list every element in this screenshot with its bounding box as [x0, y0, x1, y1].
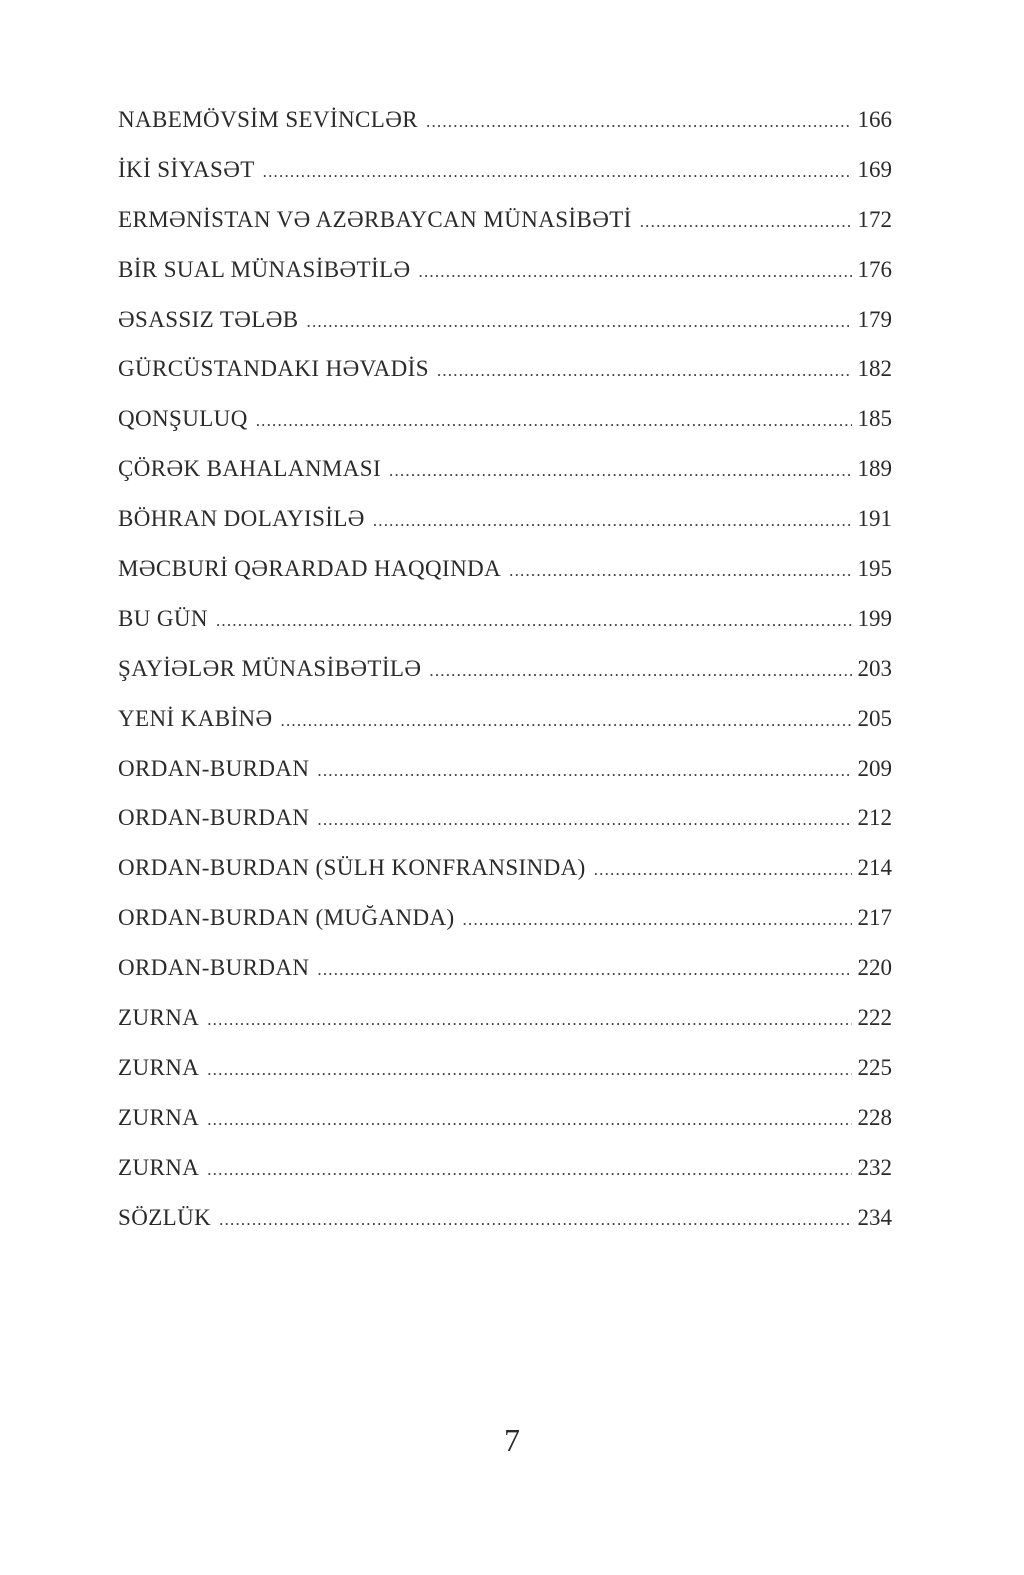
toc-entry-title: YENİ KABİNƏ: [118, 705, 273, 731]
toc-entry: [118, 157, 892, 207]
toc-entry-title: BU GÜN: [118, 605, 208, 631]
dot-leader: [219, 1210, 851, 1230]
toc-entry-page: 169: [857, 156, 892, 182]
toc-entry-page: 172: [857, 206, 892, 232]
dot-leader: [207, 1160, 851, 1180]
toc-entry-page: 225: [857, 1054, 892, 1080]
toc-entry-title: MƏCBURİ QƏRARDAD HAQQINDA: [118, 556, 502, 582]
toc-entry: [118, 606, 892, 656]
toc-entry: [118, 955, 892, 1005]
toc-entry-title: ZURNA: [118, 1154, 200, 1180]
toc-entry: [118, 1055, 892, 1105]
toc-entry-title: ORDAN-BURDAN: [118, 805, 310, 831]
toc-entry-page: 220: [857, 955, 892, 981]
table-of-contents: [118, 107, 892, 1254]
toc-entry-page: 212: [857, 805, 892, 831]
toc-entry: [118, 656, 892, 706]
dot-leader: [419, 262, 852, 282]
toc-entry: [118, 506, 892, 556]
toc-entry-title: ERMƏNİSTAN VƏ AZƏRBAYCAN MÜNASİBƏTİ: [118, 206, 632, 232]
dot-leader: [317, 810, 851, 830]
dot-leader: [207, 1110, 851, 1130]
toc-entry: [118, 356, 892, 406]
toc-entry: [118, 556, 892, 606]
toc-entry-title: ZURNA: [118, 1005, 200, 1031]
dot-leader: [317, 761, 851, 781]
dot-leader: [207, 1010, 851, 1030]
toc-entry-title: ŞAYİƏLƏR MÜNASİBƏTİLƏ: [118, 655, 422, 681]
toc-entry-title: ZURNA: [118, 1104, 200, 1130]
toc-entry-title: ORDAN-BURDAN (MUĞANDA): [118, 905, 455, 931]
toc-entry-title: ÇÖRƏK BAHALANMASI: [118, 456, 382, 482]
toc-entry-page: 185: [857, 406, 892, 432]
toc-entry: [118, 207, 892, 257]
dot-leader: [426, 112, 852, 132]
toc-entry-title: ORDAN-BURDAN: [118, 755, 310, 781]
dot-leader: [256, 411, 852, 431]
toc-entry-page: 166: [857, 107, 892, 132]
toc-entry: [118, 805, 892, 855]
toc-entry: [118, 1155, 892, 1205]
toc-entry-title: ORDAN-BURDAN (SÜLH KONFRANSINDA): [118, 855, 586, 881]
toc-entry-page: 176: [857, 256, 892, 282]
toc-entry: [118, 107, 892, 157]
toc-entry: [118, 905, 892, 955]
toc-entry-title: SÖZLÜK: [118, 1204, 212, 1230]
toc-entry: [118, 406, 892, 456]
toc-entry-page: 232: [857, 1154, 892, 1180]
toc-entry-page: 222: [857, 1005, 892, 1031]
toc-entry-page: 182: [857, 356, 892, 382]
toc-entry: [118, 1205, 892, 1255]
dot-leader: [640, 212, 852, 232]
dot-leader: [373, 511, 852, 531]
toc-entry: [118, 456, 892, 506]
dot-leader: [216, 611, 852, 631]
dot-leader: [389, 461, 851, 481]
dot-leader: [263, 162, 852, 182]
toc-entry: [118, 1105, 892, 1155]
dot-leader: [307, 312, 852, 332]
toc-entry: [118, 706, 892, 756]
toc-entry-title: ZURNA: [118, 1054, 200, 1080]
toc-entry-title: QONŞULUQ: [118, 406, 248, 432]
toc-entry-page: 234: [857, 1204, 892, 1230]
dot-leader: [281, 711, 852, 731]
dot-leader: [463, 910, 852, 930]
toc-entry-title: BÖHRAN DOLAYISİLƏ: [118, 506, 365, 532]
toc-entry-page: 209: [857, 755, 892, 781]
dot-leader: [437, 361, 852, 381]
toc-entry: [118, 307, 892, 357]
toc-entry-title: BİR SUAL MÜNASİBƏTİLƏ: [118, 256, 411, 282]
dot-leader: [509, 561, 851, 581]
toc-entry-page: 179: [857, 306, 892, 332]
toc-entry: [118, 1005, 892, 1055]
toc-entry-page: 189: [857, 456, 892, 482]
toc-entry-page: 203: [857, 655, 892, 681]
toc-entry-page: 228: [857, 1104, 892, 1130]
toc-entry-title: ORDAN-BURDAN: [118, 955, 310, 981]
dot-leader: [429, 661, 851, 681]
toc-entry-page: 217: [857, 905, 892, 931]
toc-entry-title: GÜRCÜSTANDAKI HƏVADİS: [118, 356, 429, 382]
toc-entry: [118, 855, 892, 905]
toc-entry-title: İKİ SİYASƏT: [118, 156, 255, 182]
toc-entry-page: 205: [857, 705, 892, 731]
dot-leader: [317, 960, 851, 980]
toc-entry: [118, 257, 892, 307]
dot-leader: [594, 860, 852, 880]
page-number: 7: [504, 1422, 520, 1458]
toc-entry-page: 191: [857, 506, 892, 532]
dot-leader: [207, 1060, 851, 1080]
toc-entry: [118, 756, 892, 806]
toc-entry-page: 214: [857, 855, 892, 881]
toc-entry-page: 199: [857, 605, 892, 631]
toc-entry-title: ƏSASSIZ TƏLƏB: [118, 306, 299, 332]
toc-entry-page: 195: [857, 556, 892, 582]
toc-entry-title: NABEMÖVSİM SEVİNCLƏR: [118, 107, 418, 132]
